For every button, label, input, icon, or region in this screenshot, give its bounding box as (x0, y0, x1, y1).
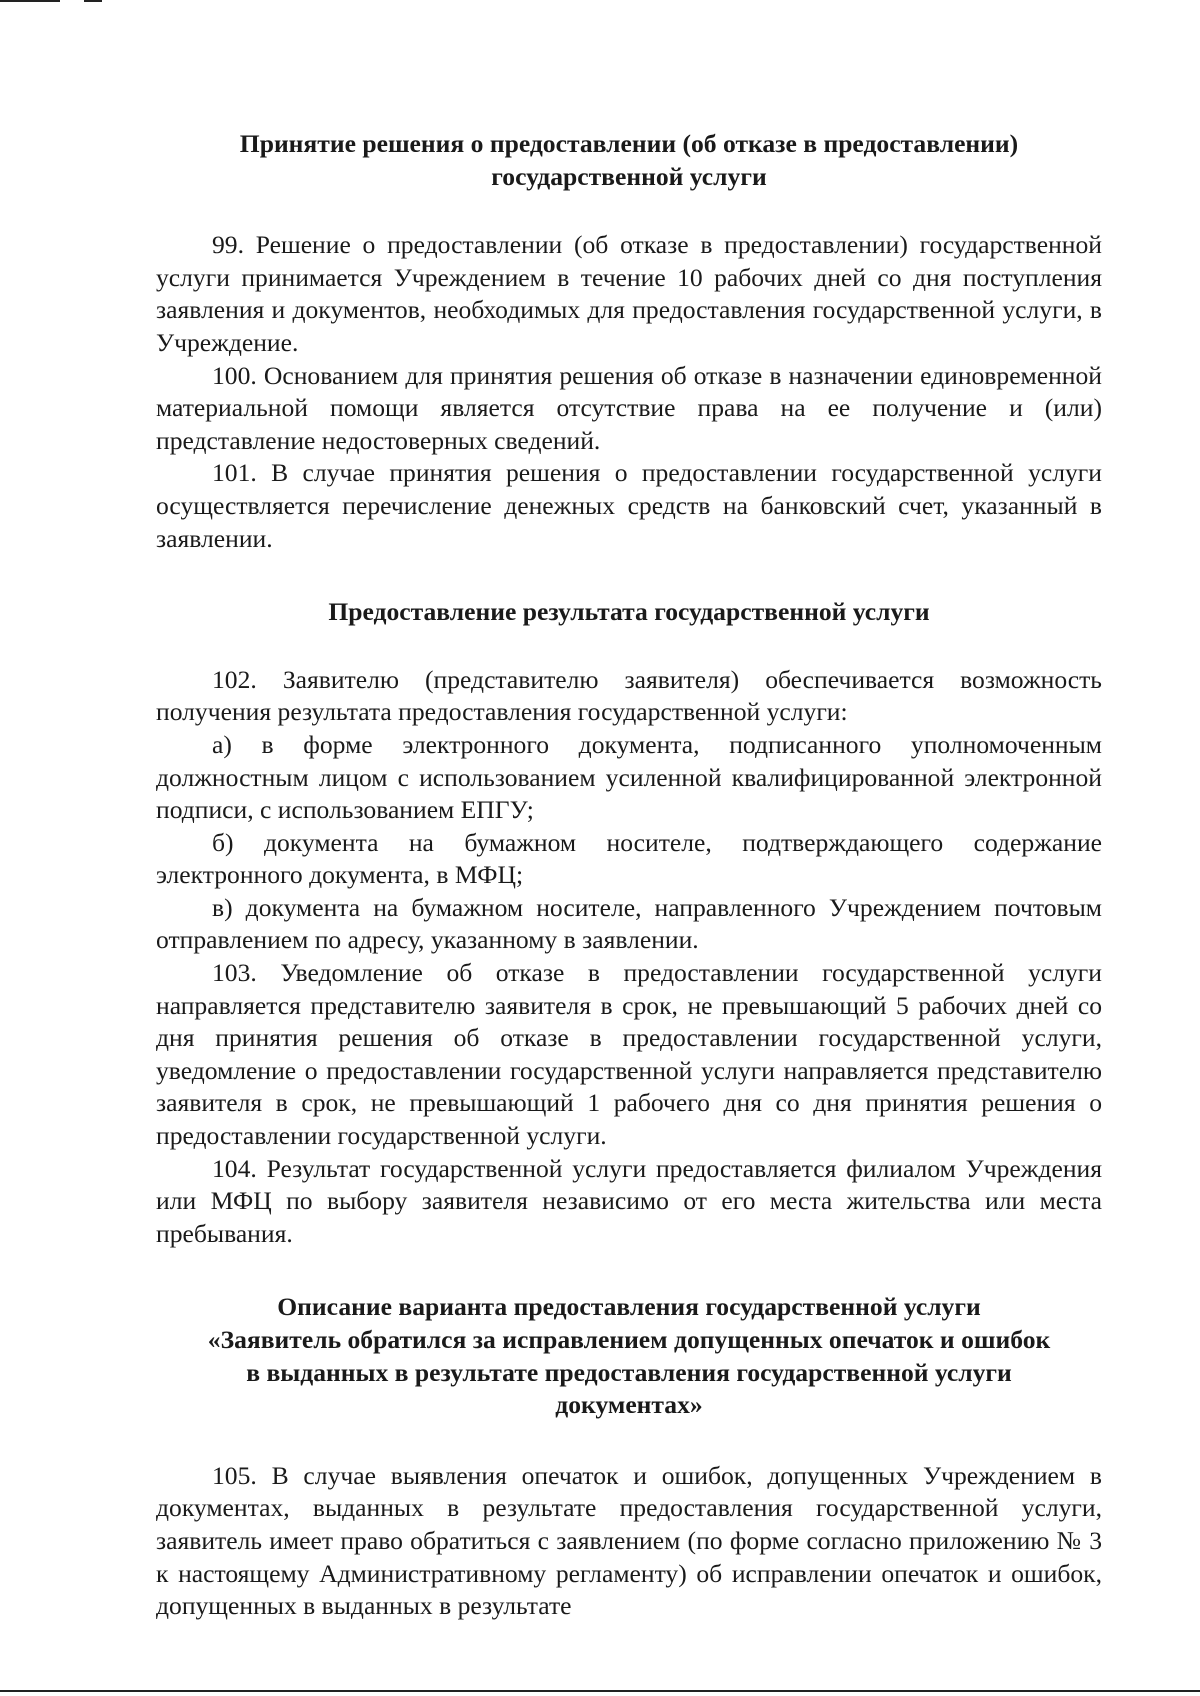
heading-line: Принятие решения о предоставлении (об отказе в предоставлении) (239, 129, 1019, 158)
paragraph-104: 104. Результат государственной услуги предоставляется филиалом Учреждения или МФЦ по выбору заявителя независимо от его места жительства или места пребывания. (156, 1153, 1102, 1248)
document-body (156, 128, 1102, 1623)
heading-line: документах» (555, 1390, 703, 1420)
paragraph-102-a: а) в форме электронного документа, подписанного уполномоченным должностным лицом с использованием усиленной квалифицированной электронной подписи, с использованием ЕПГУ; (156, 729, 1102, 825)
paragraph-100: 100. Основанием для принятия решения об отказе в назначении единовременной материальной помощи является отсутствие права на ее получение и (или) представление недостоверных сведений. (156, 360, 1102, 455)
top-edge-line (84, 0, 102, 2)
heading-line: в выданных в результате предоставления государственной услуги (246, 1357, 1012, 1387)
top-edge-line (0, 0, 60, 2)
paragraph-103: 103. Уведомление об отказе в предоставлении государственной услуги направляется представителю заявителя в срок, не превышающий 5 рабочих дней со дня принятия решения об отказе в предоставлении государственной услуги, уведомление о предоставлении государственной услуги направляется представителю заявителя в срок, не превышающий 1 рабочего дня со дня принятия решения о предоставлении государственной услуги. (156, 958, 1102, 1151)
section-heading-decision (156, 128, 1102, 193)
paragraph-105: 105. В случае выявления опечаток и ошибок, допущенных Учреждением в документах, выданных в результате предоставления государственной услуги, заявитель имеет право обратиться с заявлением (по форме согласно приложению № 3 к настоящему Административному регламенту) об исправлении опечаток и ошибок, допущенных в выданных в результате (156, 1460, 1102, 1621)
paragraph-99: 99. Решение о предоставлении (об отказе в предоставлении) государственной услуги принимается Учреждением в течение 10 рабочих дней со дня поступления заявления и документов, необходимых для предоставления государственной услуги, в Учреждение. (156, 230, 1102, 357)
bottom-edge-line (0, 1690, 1200, 1692)
paragraph-102: 102. Заявителю (представителю заявителя) обеспечивается возможность получения результата предоставления государственной услуги: (156, 664, 1102, 727)
paragraph-101: 101. В случае принятия решения о предоставлении государственной услуги осуществляется перечисление денежных средств на банковский счет, указанный в заявлении. (156, 458, 1102, 553)
paragraph-102-c: в) документа на бумажном носителе, направленного Учреждением почтовым отправлением по адресу, указанному в заявлении. (156, 892, 1102, 955)
heading-line: государственной услуги (491, 161, 767, 191)
section-heading-result: Предоставление результата государственной услуги (328, 597, 930, 627)
section-heading-corrections (156, 1291, 1102, 1421)
paragraph-102-b: б) документа на бумажном носителе, подтверждающего содержание электронного документа, в МФЦ; (156, 827, 1102, 890)
heading-line: «Заявитель обратился за исправлением допущенных опечаток и ошибок (207, 1325, 1051, 1354)
heading-line: Описание варианта предоставления государственной услуги (277, 1292, 981, 1322)
